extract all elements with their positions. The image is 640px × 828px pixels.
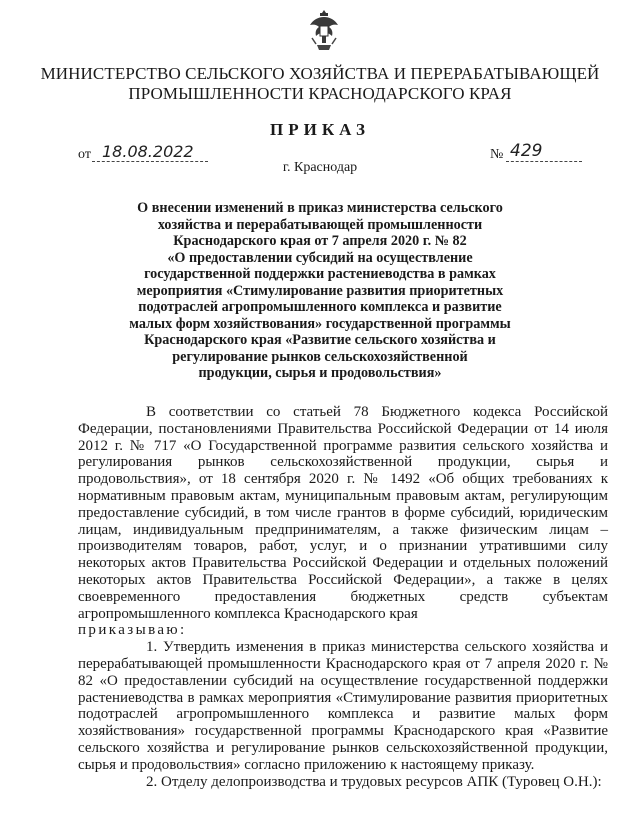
- number-prefix: №: [490, 147, 504, 162]
- title-line: регулирование рынков сельскохозяйственной: [172, 348, 468, 365]
- title-line: О внесении изменений в приказ министерства сельского: [137, 200, 503, 216]
- order-title: [120, 200, 520, 382]
- title-line: хозяйства и перерабатывающей промышленности: [157, 216, 483, 233]
- date-prefix: от: [78, 147, 91, 162]
- title-line: государственной поддержки растениеводства в рамках: [144, 266, 496, 282]
- title-line: подотраслей агропромышленного комплекса и развитие: [138, 299, 502, 315]
- ministry-line-1: МИНИСТЕРСТВО СЕЛЬСКОГО ХОЗЯЙСТВА И ПЕРЕРАБАТЫВАЮЩЕЙ: [40, 64, 600, 83]
- order-word: приказываю:: [78, 622, 187, 639]
- order-item-1: 1. Утвердить изменения в приказ министерства сельского хозяйства и перерабатывающей промышленности Краснодарского края от 7 апреля 2020 г. № 82 «О предоставлении субсидий на осуществление государственной поддержки растениеводства в рамках мероприятия «Стимулирование развития приоритетных подотраслей агропромышленного комплекса и развитие малых форм хозяйствования» государственной программы Краснодарского края «Развитие сельского хозяйства и регулирование рынков сельскохозяйственной продукции, сырья и продовольствия» согласно приложению к настоящему приказу.: [78, 639, 608, 773]
- title-line: малых форм хозяйствования» государственной программы: [129, 315, 511, 332]
- title-line: мероприятия «Стимулирование развития приоритетных: [136, 282, 504, 299]
- coat-of-arms-emblem: [307, 8, 341, 52]
- order-item-2: 2. Отделу делопроизводства и трудовых ресурсов АПК (Туровец О.Н.):: [146, 773, 602, 790]
- title-line: Краснодарского края от 7 апреля 2020 г. № 82: [173, 233, 467, 249]
- ministry-line-2: ПРОМЫШЛЕННОСТИ КРАСНОДАРСКОГО КРАЯ: [128, 84, 512, 103]
- title-line: «О предоставлении субсидий на осуществление: [167, 249, 473, 266]
- date-handwritten: 18.08.2022: [102, 142, 194, 161]
- ministry-name: [40, 64, 600, 104]
- order-body: [78, 404, 608, 790]
- document-type: ПРИКАЗ: [270, 120, 370, 139]
- title-line: продукции, сырья и продовольствия»: [198, 365, 442, 381]
- city: г. Краснодар: [282, 160, 358, 175]
- preamble-paragraph: В соответствии со статьей 78 Бюджетного кодекса Российской Федерации, постановлениями Правительства Российской Федерации от 14 июля 2012 г. № 717 «О Государственной программе развития сельского хозяйства и регулирования рынков сельскохозяйственной продукции, сырья и продовольствия», от 18 сентября 2020 г. № 1492 «Об общих требованиях к нормативным правовым актам, муниципальным правовым актам, регулирующим предоставление субсидий, в том числе грантов в форме субсидий, юридическим лицам, индивидуальным предпринимателям, а также физическим лицам – производителям товаров, работ, услуг, и о признании утратившими силу некоторых актов Правительства Российской Федерации и отдельных положений некоторых актов Правительства Российской Федерации», а также в целях своевременного предоставления бюджетных средств субъектам агропромышленного комплекса Краснодарского края: [78, 404, 608, 622]
- title-line: Краснодарского края «Развитие сельского хозяйства и: [144, 332, 496, 348]
- number-handwritten: 429: [510, 141, 543, 161]
